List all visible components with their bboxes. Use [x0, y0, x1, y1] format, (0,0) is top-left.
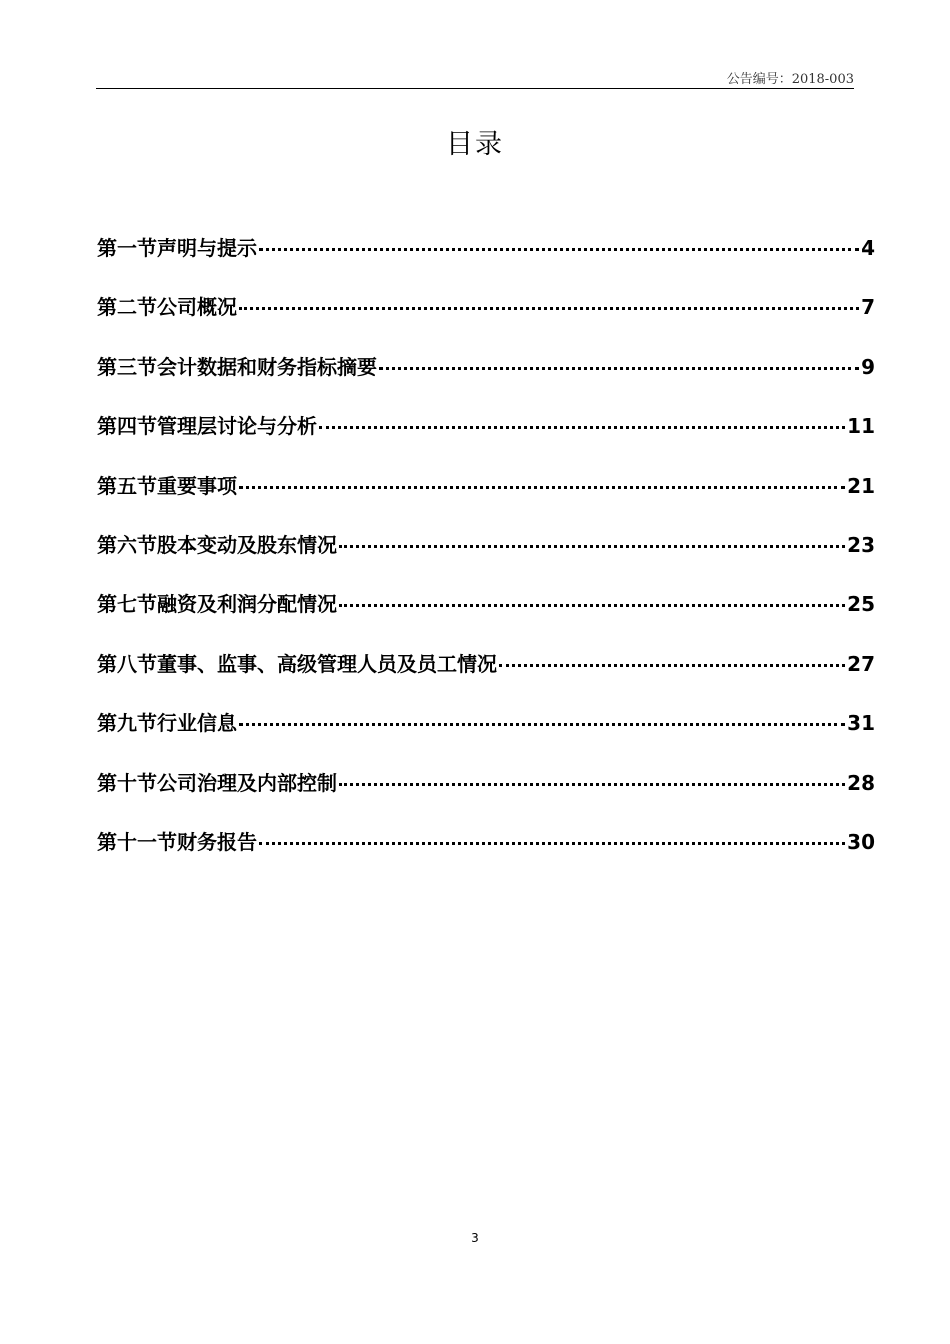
toc-entry-section-11[interactable] [97, 826, 875, 885]
toc-entry-label: 第七节融资及利润分配情况 [97, 592, 337, 617]
toc-entry-page: 30 [847, 829, 875, 854]
toc-entry-label: 第一节声明与提示 [97, 236, 257, 260]
dot-leader [319, 426, 845, 429]
table-of-contents [97, 232, 875, 885]
dot-leader [239, 307, 859, 310]
toc-entry-page: 28 [847, 770, 875, 795]
toc-entry-section-2[interactable] [97, 291, 875, 350]
header-divider [96, 88, 854, 89]
toc-entry-page: 23 [847, 532, 875, 557]
dot-leader [259, 842, 845, 845]
dot-leader [339, 783, 845, 786]
toc-entry-label: 第九节行业信息 [97, 711, 237, 736]
toc-entry-label: 第六节股本变动及股东情况 [97, 532, 337, 557]
toc-entry-label: 第十节公司治理及内部控制 [97, 770, 337, 795]
toc-entry-section-4[interactable] [97, 410, 875, 469]
dot-leader [499, 664, 845, 667]
toc-title: 目录 [446, 129, 504, 160]
dot-leader [339, 545, 845, 548]
toc-entry-page: 9 [861, 354, 875, 379]
toc-entry-page: 11 [847, 414, 875, 439]
toc-entry-section-8[interactable] [97, 648, 875, 707]
toc-entry-section-7[interactable] [97, 588, 875, 647]
toc-entry-section-10[interactable] [97, 767, 875, 826]
page-number: 3 [471, 1231, 479, 1245]
toc-entry-section-6[interactable] [97, 529, 875, 588]
toc-entry-label: 第十一节财务报告 [97, 829, 257, 854]
toc-entry-label: 第四节管理层讨论与分析 [97, 414, 317, 439]
dot-leader [339, 604, 845, 607]
announcement-number: 公告编号：2018-003 [726, 72, 854, 87]
toc-entry-label: 第三节会计数据和财务指标摘要 [97, 354, 377, 379]
toc-entry-label: 第五节重要事项 [97, 473, 237, 498]
toc-entry-page: 7 [861, 295, 875, 320]
toc-entry-section-9[interactable] [97, 707, 875, 766]
dot-leader [259, 248, 859, 251]
toc-entry-page: 21 [847, 473, 875, 498]
toc-entry-section-1[interactable] [97, 232, 875, 291]
toc-entry-page: 27 [847, 651, 875, 676]
toc-entry-page: 4 [861, 236, 875, 260]
toc-entry-label: 第二节公司概况 [97, 295, 237, 320]
dot-leader [379, 367, 859, 370]
dot-leader [239, 486, 845, 489]
toc-entry-page: 31 [847, 711, 875, 736]
toc-entry-section-5[interactable] [97, 470, 875, 529]
dot-leader [239, 723, 845, 726]
toc-entry-page: 25 [847, 592, 875, 617]
toc-entry-label: 第八节董事、监事、高级管理人员及员工情况 [97, 651, 497, 676]
toc-entry-section-3[interactable] [97, 351, 875, 410]
